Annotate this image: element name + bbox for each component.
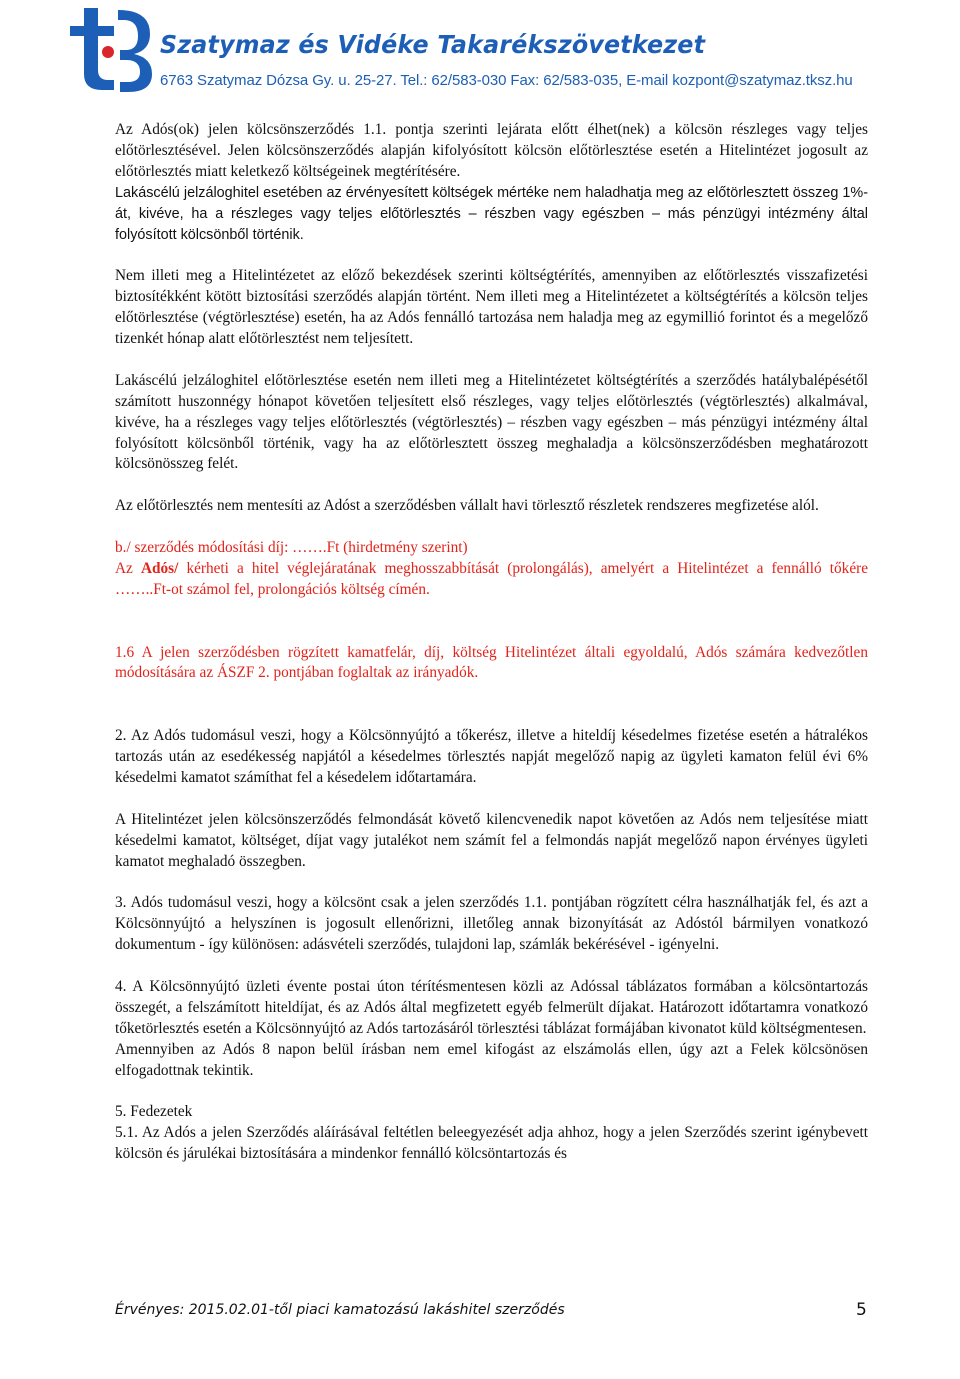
paragraph-mortgage-prepayment: Lakáscélú jelzáloghitel előtörlesztése esetén nem illeti meg a Hitelintézetet költségtérítés a szerződés hatálybalépésétől számított huszonnégy hónapot követően teljesített első részleges, vagy teljes előtörlesztés (végtörlesztés) alkalmával, kivéve, ha a részleges vagy teljes előtörlesztés (végtörlesztés) – részben vagy egészben – más pénzügyi intézmény által folyósított kölcsönből történik, vagy ha az előtörlesztett összeg meghaladja a kölcsönszerződésben meghatározott kölcsönösszeg felét. bbox=[115, 371, 868, 473]
section-2: 2. Az Adós tudomásul veszi, hogy a Kölcsönnyújtó a tőkerész, illetve a hiteldíj késedelmes fizetése esetén a hátralékos tartozás után az esedékesség napjától a késedelmes törlesztés napját megelőző napig az ügyleti kamaton felül évi 6% késedelmi kamatot számíthat fel a késedelem időtartamára. bbox=[115, 727, 868, 786]
prolongation-paragraph bbox=[115, 559, 868, 601]
prolongation-text: kérheti a hitel véglejáratának meghosszabbítását (prolongálás), amelyért a Hitelintézet a fennálló tőkére ……..Ft-ot számol fel, prolongációs költség címén. bbox=[115, 559, 868, 598]
paragraph-obligations: Az előtörlesztés nem mentesíti az Adóst a szerződésben vállalt havi törlesztő részletek rendszeres megfizetése alól. bbox=[115, 497, 819, 515]
prolongation-bold: Adós/ bbox=[140, 559, 179, 577]
section-1-6: 1.6 A jelen szerződésben rögzített kamatfelár, díj, költség Hitelintézet általi egyoldalú, Adós számára kedvezőtlen módosítására az ÁSZF 2. pontjában foglaltak az irányadók. bbox=[115, 643, 868, 682]
letterhead bbox=[0, 0, 960, 100]
paragraph-mortgage-cost-limit: Lakáscélú jelzáloghitel esetében az érvényesített költségek mértéke nem haladhatja meg az előtörlesztett összeg 1%-át, kivéve, ha a részleges vagy teljes előtörlesztés – részben vagy egészben – más pénzügyi intézmény által folyósított kölcsönből történik. bbox=[115, 184, 868, 243]
paragraph-prepayment: Az Adós(ok) jelen kölcsönszerződés 1.1. pontja szerinti lejárata előtt élhet(nek) a kölcsön részleges vagy teljes előtörlesztésével. Jelen kölcsönszerződés alapján kifolyósított kölcsön előtörlesztése esetén a Hitelintézet jogosult az előtörlesztés miatt keletkező költségeinek megtérítésére. bbox=[115, 121, 868, 180]
section-3: 3. Adós tudomásul veszi, hogy a kölcsönt csak a jelen szerződés 1.1. pontjában rögzített célra használhatják fel, és azt a Kölcsönnyújtó a helyszínen is jogosult ellenőrizni, illetőleg annak bizonyítását az Adóstól bármilyen vonatkozó dokumentum - így különösen: adásvételi szerződés, tulajdoni lap, számlák bekérésével - igényelni. bbox=[115, 894, 868, 954]
footer-validity: Érvényes: 2015.02.01-től piaci kamatozású lakáshitel szerződés bbox=[115, 1302, 565, 1318]
section-5-heading: 5. Fedezetek bbox=[115, 1103, 193, 1121]
ts-cooperative-logo-icon bbox=[62, 4, 158, 94]
paragraph-no-cost-reimbursement: Nem illeti meg a Hitelintézetet az előző bekezdések szerinti költségtérítés, amennyiben az előtörlesztés visszafizetési biztosítékként kötött biztosítási szerződés alapján történt. Nem illeti meg a Hitelintézetet a költségtérítés a kölcsön teljes előtörlesztése (végtörlesztése) esetén, ha az Adós fennálló tartozása nem haladja meg az egymillió forintot és a megelőző tizenkét hónap alatt előtörlesztést nem teljesített. bbox=[115, 267, 868, 348]
prolongation-prefix: Az bbox=[115, 559, 141, 577]
section-5-1: 5.1. Az Adós a jelen Szerződés aláírásával feltétlen beleegyezését adja ahhoz, hogy a jelen Szerződés szerint igénybevett kölcsön és járulékai biztosítására a mindenkor fennálló kölcsöntartozás és bbox=[115, 1124, 868, 1163]
company-name: Szatymaz és Vidéke Takarékszövetkezet bbox=[160, 30, 706, 59]
page-number: 5 bbox=[856, 1300, 867, 1320]
modification-fee-title: b./ szerződés módosítási díj: …….Ft (hirdetmény szerint) bbox=[115, 539, 468, 557]
document-body bbox=[115, 120, 868, 1165]
section-4-acceptance: Amennyiben az Adós 8 napon belül írásban nem emel kifogást az elszámolás ellen, úgy azt a Felek kölcsönösen elfogadottnak tekintik. bbox=[115, 1040, 868, 1079]
section-4: 4. A Kölcsönnyújtó üzleti évente postai úton térítésmentesen közli az Adóssal táblázatos formában a kölcsöntartozás összegét, a felszámított hiteldíjat, és az Adós által megfizetett egyéb felmerült díjakat. Határozott időtartamra vonatkozó tőketörlesztés esetén a Kölcsönnyújtó az Adós tartozásáról törlesztési táblázat formájában kivonatot küld költségmentesen. bbox=[115, 978, 868, 1037]
company-address: 6763 Szatymaz Dózsa Gy. u. 25-27. Tel.: 62/583-030 Fax: 62/583-035, E-mail kozpont@szatymaz.tksz.hu bbox=[160, 72, 853, 89]
section-2-termination: A Hitelintézet jelen kölcsönszerződés felmondását követő kilencvenedik napot követően az Adós nem teljesítése miatt késedelmi kamatot, költséget, díjat vagy jutalékot nem számít fel a felmondás napját megelőző napon érvényes ügyleti kamatot meghaladó összegben. bbox=[115, 810, 868, 870]
